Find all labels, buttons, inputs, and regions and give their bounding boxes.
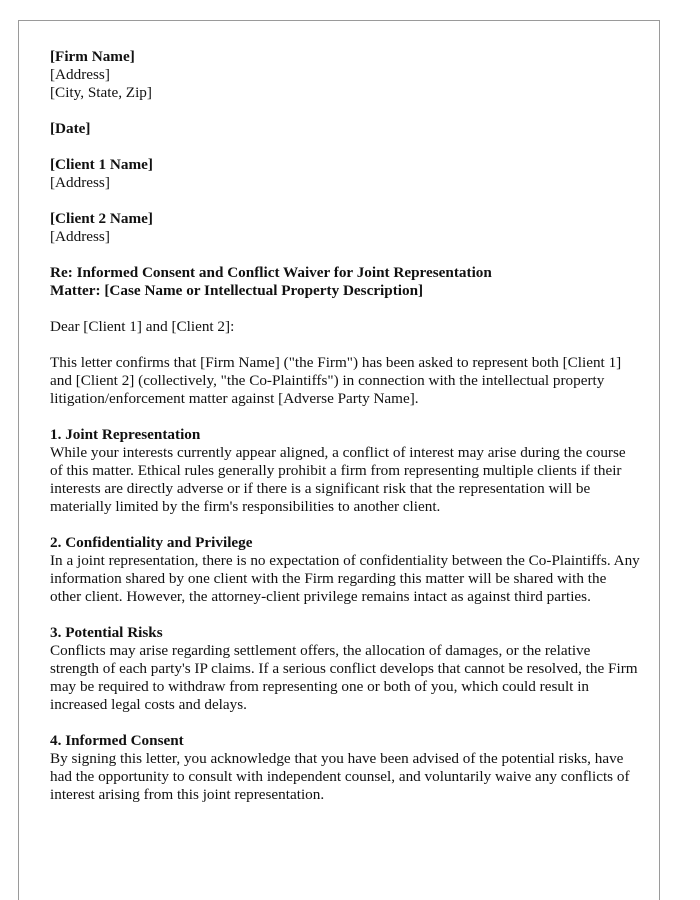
client1-name: [Client 1 Name] <box>50 156 153 173</box>
firm-block <box>50 48 640 102</box>
re-block <box>50 264 640 300</box>
letter-content <box>50 48 640 822</box>
client2-name: [Client 2 Name] <box>50 210 153 227</box>
client2-block <box>50 210 640 246</box>
section-heading: 3. Potential Risks <box>50 624 163 641</box>
re-line: Re: Informed Consent and Conflict Waiver for Joint Representation <box>50 264 492 281</box>
intro-block <box>50 354 640 408</box>
section-body: In a joint representation, there is no expectation of confidentiality between the Co-Plaintiffs. Any information shared by one client with the Firm regarding this matter will be shared with the other client. However, the attorney-client privilege remains intact as against third parties. <box>50 552 640 605</box>
firm-name: [Firm Name] <box>50 48 135 65</box>
intro-paragraph: This letter confirms that [Firm Name] ("the Firm") has been asked to represent both [Client 1] and [Client 2] (collectively, "the Co-Plaintiffs") in connection with the intellectual property litigation/enforcement matter against [Adverse Party Name]. <box>50 354 622 407</box>
firm-address: [Address] <box>50 66 110 83</box>
client2-address: [Address] <box>50 228 110 245</box>
section-body: Conflicts may arise regarding settlement offers, the allocation of damages, or the relative strength of each party's IP claims. If a serious conflict develops that cannot be resolved, the Firm may be required to withdraw from representing one or both of you, which could result in increased legal costs and delays. <box>50 642 638 713</box>
firm-city: [City, State, Zip] <box>50 84 152 101</box>
section-confidentiality <box>50 534 640 606</box>
salutation: Dear [Client 1] and [Client 2]: <box>50 318 235 335</box>
letter-date: [Date] <box>50 120 91 137</box>
section-body: While your interests currently appear aligned, a conflict of interest may arise during the course of this matter. Ethical rules generally prohibit a firm from representing multiple clients if their interests are directly adverse or if there is a significant risk that the representation will be materially limited by the firm's responsibilities to another client. <box>50 444 626 515</box>
client1-address: [Address] <box>50 174 110 191</box>
date-block <box>50 120 640 138</box>
section-potential-risks <box>50 624 640 714</box>
salutation-block <box>50 318 640 336</box>
section-heading: 1. Joint Representation <box>50 426 201 443</box>
letter-page <box>18 20 660 900</box>
section-body: By signing this letter, you acknowledge that you have been advised of the potential risks, have had the opportunity to consult with independent counsel, and voluntarily waive any conflicts of interest arising from this joint representation. <box>50 750 630 803</box>
matter-line: Matter: [Case Name or Intellectual Property Description] <box>50 282 424 299</box>
section-informed-consent <box>50 732 640 804</box>
section-heading: 2. Confidentiality and Privilege <box>50 534 253 551</box>
section-heading: 4. Informed Consent <box>50 732 184 749</box>
client1-block <box>50 156 640 192</box>
section-joint-representation <box>50 426 640 516</box>
